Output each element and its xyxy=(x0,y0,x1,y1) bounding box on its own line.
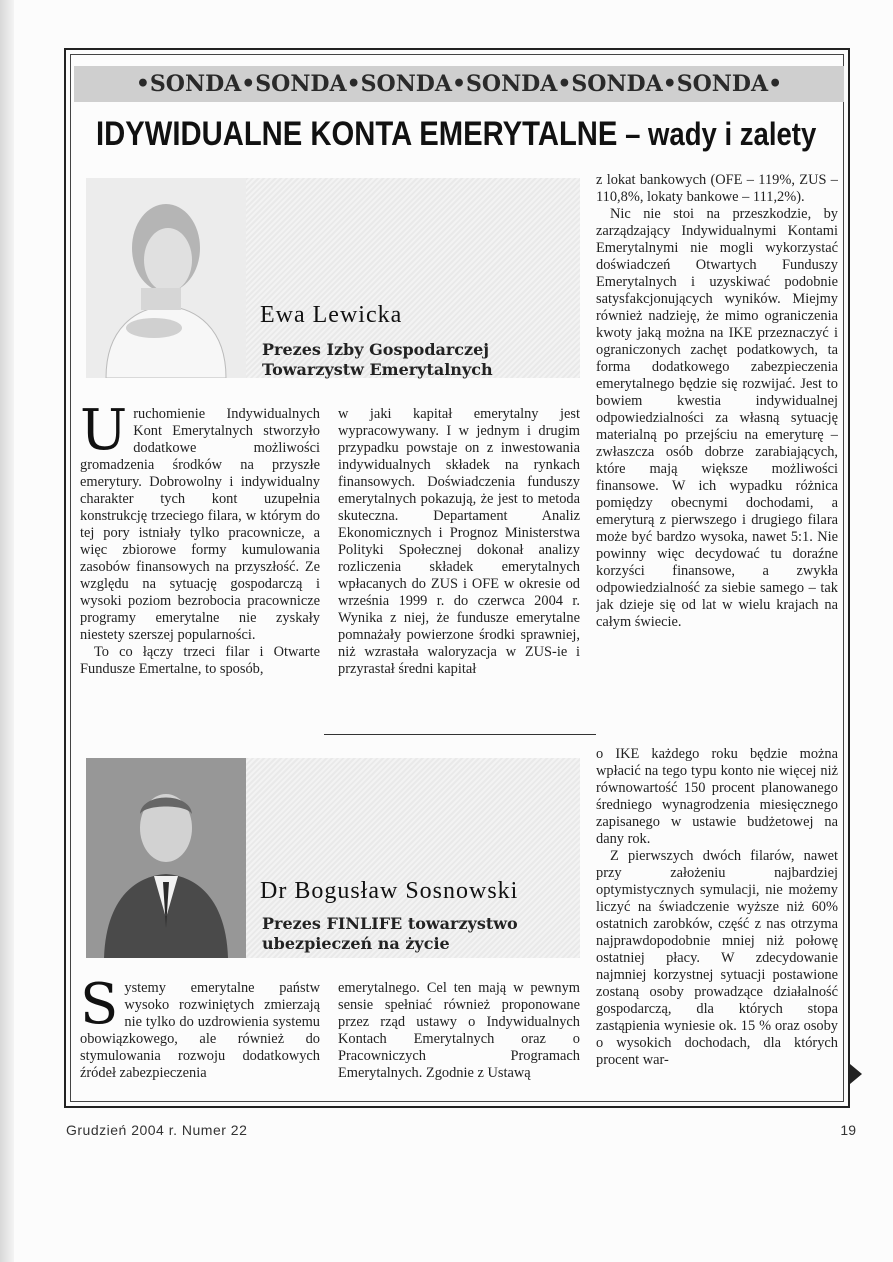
section-divider xyxy=(324,734,596,735)
person-name-1: Ewa Lewicka xyxy=(260,302,403,328)
dropcap-1: U xyxy=(80,406,128,463)
portrait-photo-boguslaw-sosnowski xyxy=(86,758,246,958)
paragraph: Nic nie stoi na przeszkodzie, by zarządzający Indywidualnymi Kontami Emerytalnymi nie mogli wykorzystać doświadczeń Otwartych Funduszy Emerytalnych i uzyskiwać podobnie satysfakcjonujących wyników. Miejmy również nadzieję, że mimo ograniczenia kwoty jaką można na IKE przeznaczyć i ograniczonych zachęt podatkowych, ta forma dodatkowego zabezpieczenia emerytalnego będzie się rozwijać. Jest to bowiem kwestia indywidualnej odpowiedzialności za własną sytuację materialną po przejściu na emeryturę – zwłaszcza osób dobrze zarabiających, które mają większe możliwości finansowe. W ich wypadku różnica pomiędzy obecnymi dochodami, a emeryturą z pierwszego i drugiego filara może być bardzo wysoka, nawet 5:1. Nie powinny więc decydować tu doraźne korzyści finansowe, a zwykła odpowiedzialność za siebie samego – tak jak dzieje się od lat w wielu krajach na całym świecie. xyxy=(596,206,838,630)
portrait-2-image xyxy=(86,758,246,958)
continue-arrow-icon xyxy=(850,1064,862,1084)
scan-edge xyxy=(0,0,14,1262)
paragraph: z lokat bankowych (OFE – 119%, ZUS – 110,8%, lokaty bankowe – 111,2%). xyxy=(596,172,838,205)
article-2-column-2 xyxy=(338,980,580,1092)
portrait-photo-ewa-lewicka xyxy=(86,178,246,378)
issue-label: Grudzień 2004 r. Numer 22 xyxy=(66,1122,248,1138)
paragraph: o IKE każdego roku będzie można wpłacić na tego typu konto nie więcej niż równowartość 150 procent planowanego średniego wynagrodzenia miesięcznego zapisanego w ustawie budżetowej na dany rok. xyxy=(596,746,838,847)
article-2-column-3 xyxy=(596,746,838,1092)
person-role-1: Prezes Izby Gospodarczej Towarzystw Emerytalnych xyxy=(262,340,493,379)
sonda-banner: •SONDA•SONDA•SONDA•SONDA•SONDA•SONDA• xyxy=(74,66,844,102)
paragraph: w jaki kapitał emerytalny jest wypracowywany. I w jednym i drugim przypadku powstaje on z inwestowania indywidualnych składek na rynkach finansowych. Doświadczenia funduszy emerytalnych pokazują, że jest to metoda skuteczna. Departament Analiz Ekonomicznych i Prognoz Ministerstwa Polityki Społecznej dokonał analizy rozliczenia składek emerytalnych wpłacanych do ZUS i OFE w okresie od września 1999 r. do czerwca 2004 r. Wynika z niej, że fundusze emerytalne pomnażały powierzone środki sprawniej, niż wzrastała waloryzacja w ZUS-ie i przyrastał średni kapitał xyxy=(338,406,580,677)
paragraph: To co łączy trzeci filar i Otwarte Fundusze Emertalne, to sposób, xyxy=(80,644,320,677)
article-1-column-2 xyxy=(338,406,580,706)
page-number: 19 xyxy=(840,1122,856,1138)
article-1-column-1 xyxy=(80,406,320,706)
title-sub: – wady i zalety xyxy=(617,116,817,152)
portrait-1-image xyxy=(86,178,246,378)
article-2-column-1 xyxy=(80,980,320,1092)
page-footer xyxy=(66,1122,856,1142)
article-title xyxy=(96,108,817,160)
person-role-2: Prezes FINLIFE towarzystwo ubezpieczeń na życie xyxy=(262,914,518,953)
paragraph: emerytalnego. Cel ten mają w pewnym sensie spełniać również proponowane przez rząd ustawy o Indywidualnych Kontach Emerytalnych oraz o Pracowniczych Programach Emerytalnych. Zgodnie z Ustawą xyxy=(338,980,580,1081)
paragraph: ruchomienie Indywidualnych Kont Emerytalnych stworzyło dodatkowe możliwości gromadzenia środków na przyszłe emerytury. Dobrowolny i indywidualny charakter tych kont uzupełnia konstrukcję trzeciego filara, w którym do tej pory istniały tylko pracownicze, a więc zbiorowe formy kumulowania zasobów finansowych na przyszłość. Ze względu na sytuację gospodarczą i wysoki poziom bezrobocia pracownicze programy emerytalne nie zyskały niestety szerszej popularności. xyxy=(80,406,320,643)
person-name-2: Dr Bogusław Sosnowski xyxy=(260,878,519,904)
article-1-column-3 xyxy=(596,172,838,712)
paragraph: ystemy emerytalne państw wysoko rozwiniętych zmierzają nie tylko do uzdrowienia systemu obowiązkowego, ale również do stymulowania rozwoju dodatkowych źródeł zabezpieczenia xyxy=(80,980,320,1081)
dropcap-2: S xyxy=(80,980,119,1037)
paragraph: Z pierwszych dwóch filarów, nawet przy założeniu najbardziej optymistycznych symulacji, nie możemy liczyć na świadczenie wyższe niż 60% ostatnich zarobków, część z nas otrzyma najprawdopodobnie mniej niż połowę ostatniej płacy. W zdecydowanie najmniej korzystnej sytuacji postawione zostaną osoby prowadzące działalność gospodarczą, dla których stopa zastąpienia wyniesie ok. 15 % oraz osoby o wysokich dochodach, dla których procent war- xyxy=(596,848,838,1068)
title-main: IDYWIDUALNE KONTA EMERYTALNE xyxy=(96,115,618,153)
